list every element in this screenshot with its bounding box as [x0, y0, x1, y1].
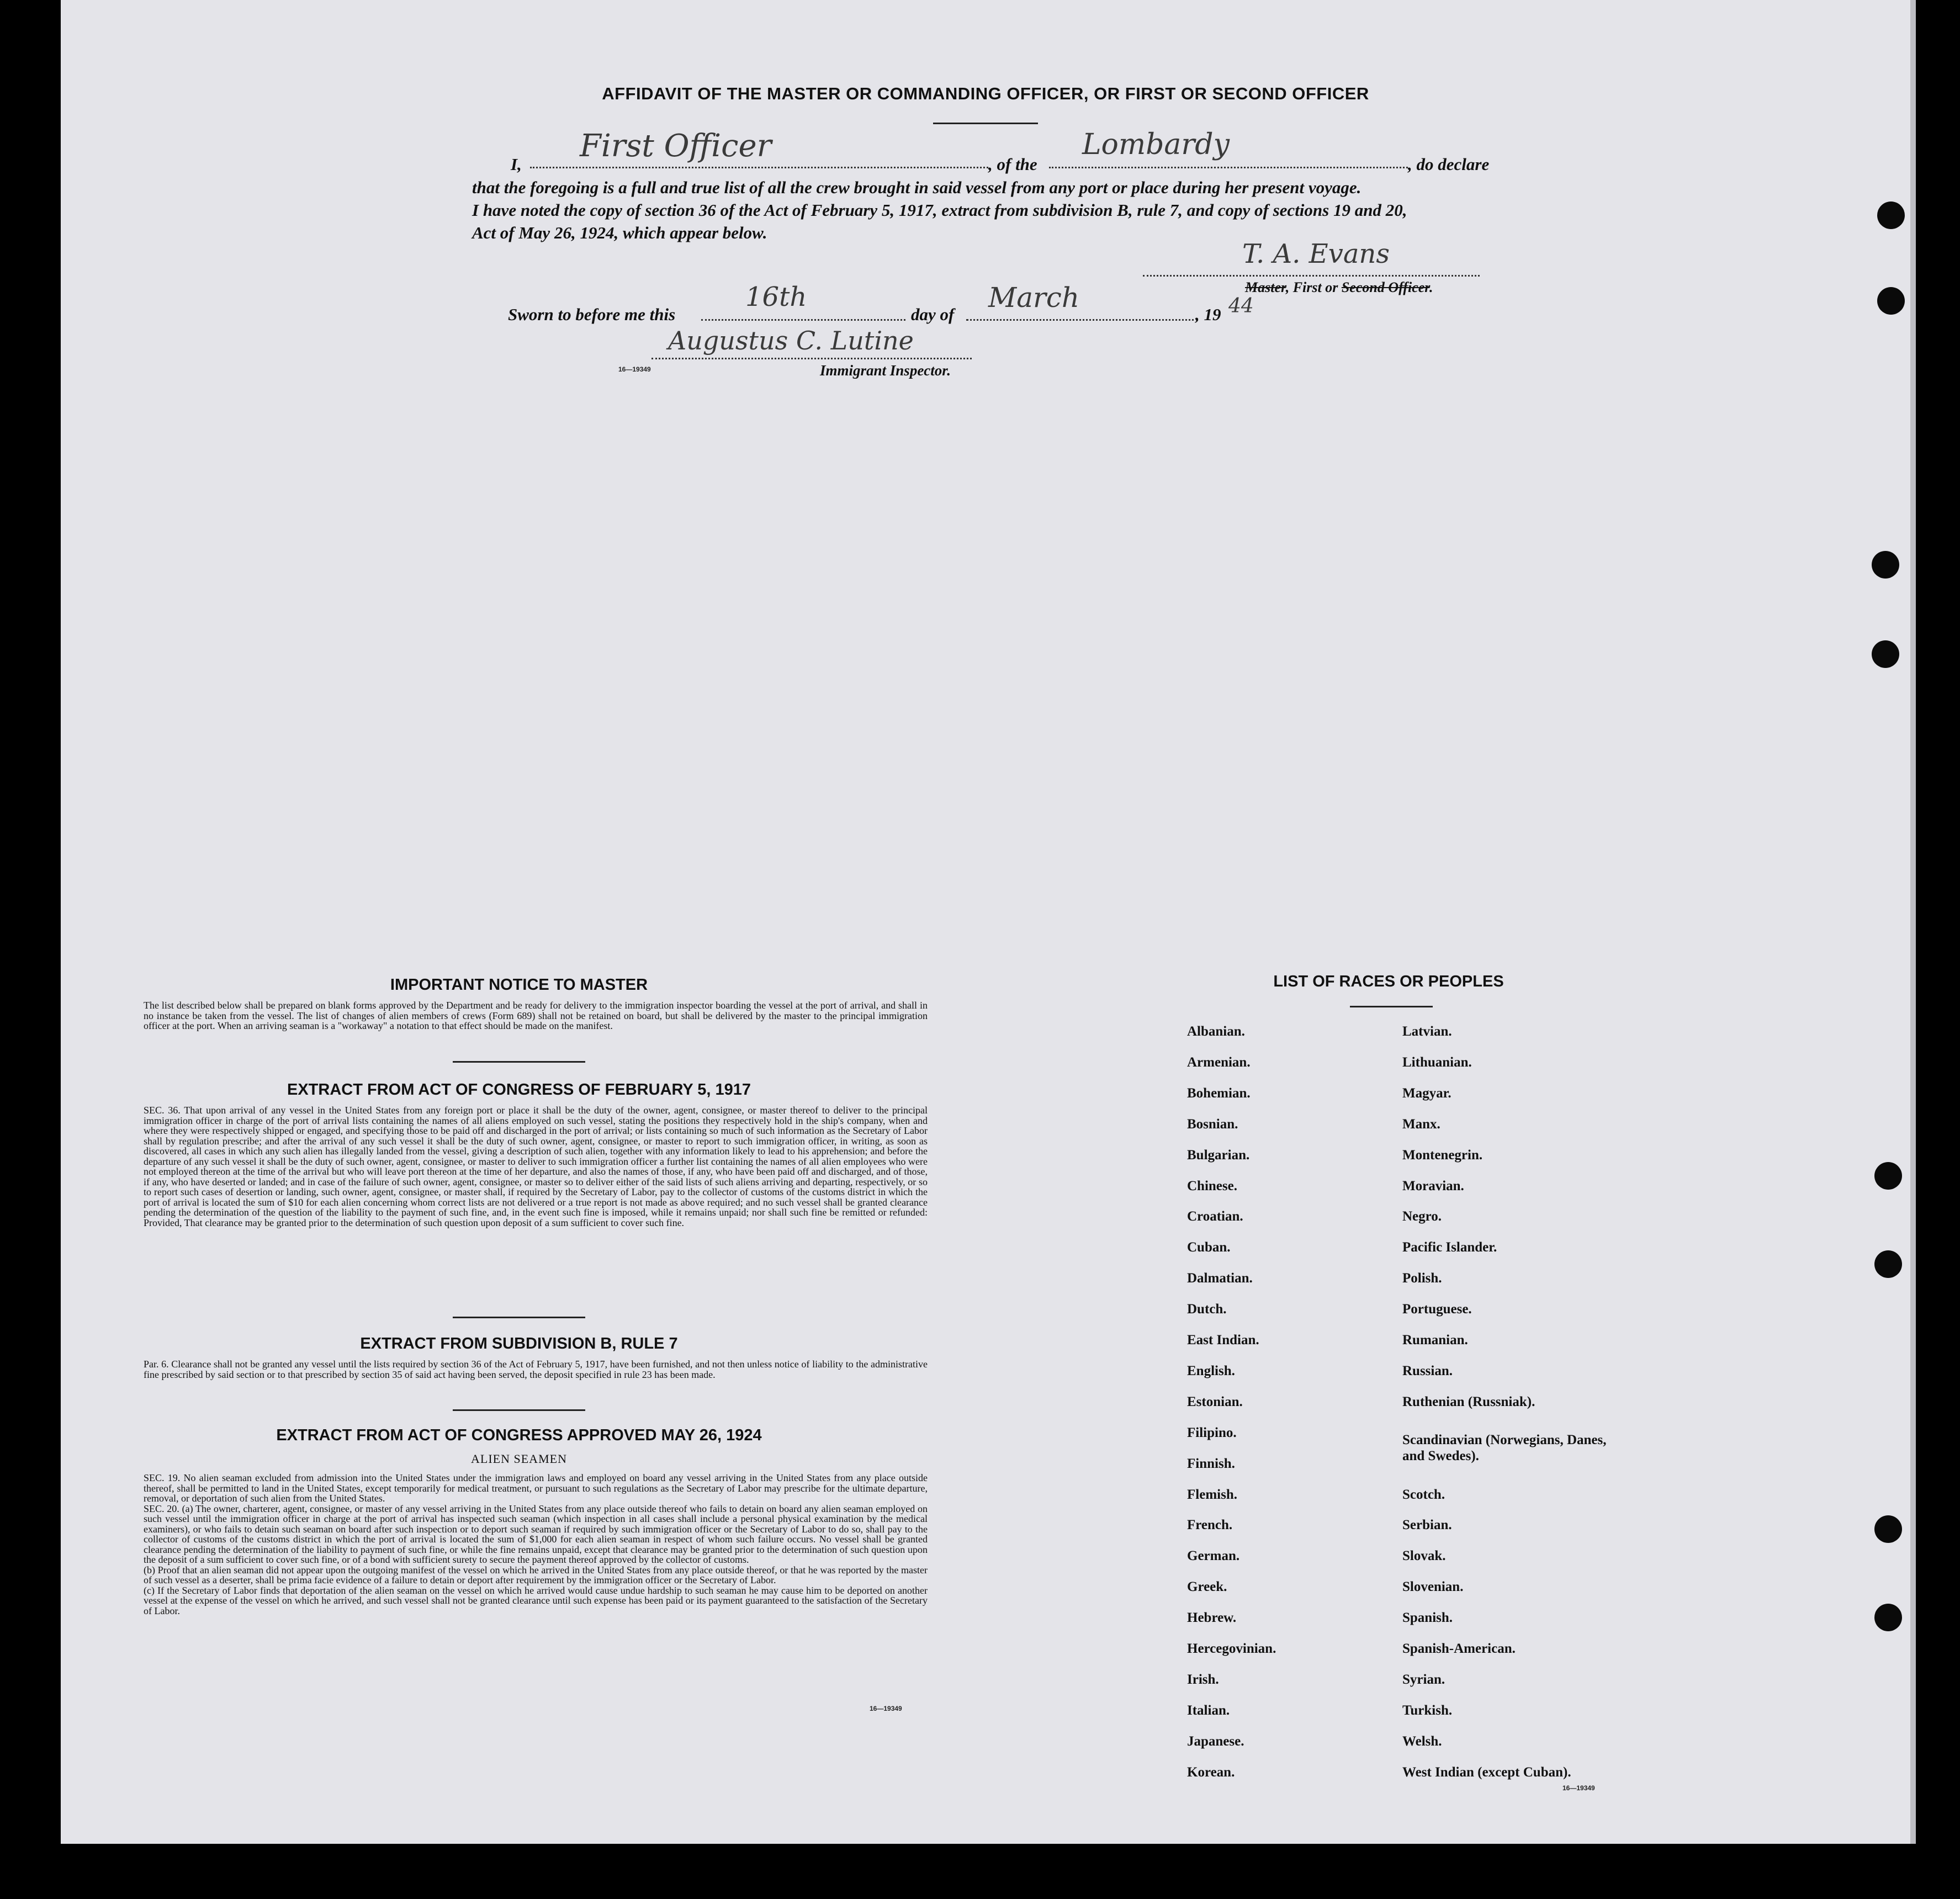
- races-form-number: 16—19349: [1562, 1784, 1595, 1792]
- page-edge: [1910, 0, 1916, 1844]
- extract-1917-title: EXTRACT FROM ACT OF CONGRESS OF FEBRUARY 5, 1917: [287, 1081, 751, 1099]
- period: .: [1429, 279, 1433, 295]
- races-title: LIST OF RACES OR PEOPLES: [1273, 973, 1504, 990]
- affidavit-line4: Act of May 26, 1924, which appear below.: [472, 223, 767, 242]
- race-item: Pacific Islander.: [1402, 1240, 1497, 1255]
- notice-paragraph: The list described below shall be prepared on blank forms approved by the Department and be ready for delivery to the immigration inspector boarding the vessel at the port of arrival, and shall in no instance be taken from the vessel. The list of changes of alien members of crews (Form 689) shall not be retained on board, but shall be delivered by the master to the principal immigration officer at the port. When an arriving seaman is a "workaway" a notation to that effect should be made on the manifest.: [144, 1000, 928, 1031]
- race-item: Spanish-American.: [1402, 1641, 1516, 1656]
- master-label: Master: [1245, 279, 1286, 295]
- vessel-handwritten: Lombardy: [1082, 128, 1230, 161]
- day-of-label: day of: [911, 305, 955, 324]
- officer-handwritten: First Officer: [580, 128, 772, 164]
- binder-hole: [1874, 1162, 1902, 1190]
- race-item: Bosnian.: [1187, 1117, 1238, 1132]
- race-item: Montenegrin.: [1402, 1148, 1483, 1163]
- race-item: Turkish.: [1402, 1703, 1453, 1718]
- race-item: Flemish.: [1187, 1487, 1237, 1502]
- race-item: Bohemian.: [1187, 1086, 1251, 1101]
- binder-hole: [1874, 1515, 1902, 1543]
- binder-hole: [1877, 287, 1905, 315]
- race-item: Syrian.: [1402, 1672, 1445, 1687]
- of-the-label: , of the: [988, 155, 1037, 174]
- race-item: English.: [1187, 1364, 1235, 1378]
- do-declare-label: , do declare: [1408, 155, 1490, 174]
- signature-line: [1143, 275, 1480, 277]
- race-item: Lithuanian.: [1402, 1055, 1472, 1070]
- section-rule: [453, 1061, 585, 1063]
- race-item: Bulgarian.: [1187, 1148, 1250, 1163]
- race-item: Japanese.: [1187, 1734, 1244, 1749]
- binder-hole: [1872, 551, 1899, 579]
- race-item: Greek.: [1187, 1579, 1227, 1594]
- affidavit-form-number: 16—19349: [618, 365, 651, 373]
- race-item: Polish.: [1402, 1271, 1442, 1286]
- race-item: Albanian.: [1187, 1024, 1245, 1039]
- year-prefix: , 19: [1195, 305, 1221, 324]
- inspector-label: Immigrant Inspector.: [820, 362, 951, 379]
- alien-seamen-subtitle: ALIEN SEAMEN: [471, 1452, 567, 1466]
- race-item: Manx.: [1402, 1117, 1440, 1132]
- officer-title-line: [1245, 279, 1433, 296]
- binder-hole: [1872, 640, 1899, 668]
- inspector-signature-handwritten: Augustus C. Lutine: [668, 326, 914, 356]
- race-item: Filipino.: [1187, 1425, 1237, 1440]
- extract-form-number: 16—19349: [870, 1705, 902, 1712]
- affidavit-line3: I have noted the copy of section 36 of the Act of February 5, 1917, extract from subdivision B, rule 7, and copy of sections 19 and 20,: [472, 200, 1407, 220]
- day-field-line: [701, 319, 905, 321]
- race-item: Slovak.: [1402, 1548, 1446, 1563]
- signature-handwritten: T. A. Evans: [1242, 238, 1390, 269]
- race-item: East Indian.: [1187, 1333, 1259, 1348]
- race-item: Spanish.: [1402, 1610, 1453, 1625]
- race-item: Cuban.: [1187, 1240, 1231, 1255]
- notice-title: IMPORTANT NOTICE TO MASTER: [390, 976, 648, 994]
- race-item: West Indian (except Cuban).: [1402, 1765, 1571, 1780]
- race-item: Hercegovinian.: [1187, 1641, 1276, 1656]
- sec20b-paragraph: (b) Proof that an alien seaman did not appear upon the outgoing manifest of the vessel on which he arrived in the United States from any place outside thereof, or that he was reported by the master of such vessel as a deserter, shall be prima facie evidence of a failure to detain or deport after requirement by the immigration officer or the Secretary of Labor.: [144, 1564, 928, 1585]
- first-or-label: , First or: [1285, 279, 1342, 295]
- par6-paragraph: Par. 6. Clearance shall not be granted any vessel until the lists required by section 36 of the Act of February 5, 1917, have been furnished, and not then unless notice of liability to the administrative fine prescribed by said section or to that prescribed by section 35 of said act having been served, the deposit specified in rule 23 has been made.: [144, 1359, 928, 1380]
- sworn-label: Sworn to before me this: [508, 305, 676, 324]
- race-item: Latvian.: [1402, 1024, 1452, 1039]
- sec36-paragraph: SEC. 36. That upon arrival of any vessel in the United States from any foreign port or place it shall be the duty of the owner, agent, consignee, or master thereof to deliver to the principal immigration officer in charge of the port of arrival lists containing the names of all aliens employed on such vessel, stating the positions they respectively hold in the ship's company, when and where they were respectively shipped or engaged, and specifying those to be paid off and discharged in the port of arrival; or lists containing so much of such information as the Secretary of Labor shall by regulation prescribe; and after the arrival of any such vessel it shall be the duty of such owner, agent, consignee, or master to report to such immigration officer, in writing, as soon as discovered, all cases in which any such alien has illegally landed from the vessel, giving a description of such alien, together with any information likely to lead to his apprehension; and before the departure of any such vessel it shall be the duty of such owner, agent, consignee, or master to deliver to such immigration officer a further list containing the names of all alien employees who were not employed thereon at the time of the arrival but who will leave port thereon at the time of her departure, and also the names of those, if any, who have been paid off and discharged, and of those, if any, who have deserted or landed; and in case of the failure of such owner, agent, consignee, or master so to deliver either of the said lists of such aliens arriving and departing, respectively, or so to report such cases of desertion or landing, such owner, agent, consignee, or master shall, if required by the Secretary of Labor, pay to the collector of customs of the customs district in which the port of arrival is located the sum of $10 for each alien concerning whom correct lists are not delivered or a true report is not made as above required; and no such vessel shall be granted clearance pending the determination of the question of the liability to the payment of such fine, and, in the event such fine is imposed, while it remains unpaid; nor shall such fine be remitted or refunded: Provided, That clearance may be granted prior to the determination of such question upon deposit of a sum sufficient to cover such fine.: [144, 1105, 928, 1228]
- vessel-field-line: [1049, 167, 1408, 168]
- race-item: Scandinavian (Norwegians, Danes, and Swedes).: [1402, 1433, 1607, 1463]
- race-item: Korean.: [1187, 1765, 1235, 1780]
- race-item: French.: [1187, 1518, 1233, 1532]
- race-item: Magyar.: [1402, 1086, 1452, 1101]
- race-item: German.: [1187, 1548, 1240, 1563]
- extract-1924-title: EXTRACT FROM ACT OF CONGRESS APPROVED MAY 26, 1924: [276, 1426, 762, 1444]
- race-item: Irish.: [1187, 1672, 1219, 1687]
- race-item: Slovenian.: [1402, 1579, 1464, 1594]
- race-item: Estonian.: [1187, 1394, 1243, 1409]
- i-label: I,: [511, 155, 522, 174]
- race-item: Chinese.: [1187, 1179, 1237, 1193]
- affidavit-title: AFFIDAVIT OF THE MASTER OR COMMANDING OFFICER, OR FIRST OR SECOND OFFICER: [602, 84, 1369, 103]
- race-item: Moravian.: [1402, 1179, 1464, 1193]
- race-item: Dalmatian.: [1187, 1271, 1253, 1286]
- officer-field-line: [530, 167, 988, 168]
- section-rule: [453, 1317, 585, 1318]
- year-handwritten: 44: [1228, 295, 1254, 317]
- affidavit-line2: that the foregoing is a full and true list of all the crew brought in said vessel from any port or place during her present voyage.: [472, 178, 1362, 197]
- rule7-text: [110, 1359, 928, 1380]
- race-item: Dutch.: [1187, 1302, 1227, 1317]
- sec19-paragraph: SEC. 19. No alien seaman excluded from admission into the United States under the immigration laws and employed on board any vessel arriving in the United States from any place outside thereof, shall be permitted to land in the United States, except temporarily for medical treatment, or pursuant to such regulations as the Secretary of Labor may prescribe for the ultimate departure, removal, or deportation of such alien from the United States.: [144, 1472, 928, 1504]
- second-officer-label: Second Officer: [1341, 279, 1429, 295]
- race-item: Rumanian.: [1402, 1333, 1468, 1348]
- extract-1917-text: [110, 1105, 928, 1228]
- rule7-title: EXTRACT FROM SUBDIVISION B, RULE 7: [360, 1335, 678, 1352]
- title-rule: [933, 123, 1038, 124]
- race-item: Italian.: [1187, 1703, 1230, 1718]
- month-field-line: [966, 319, 1198, 321]
- race-item: Portuguese.: [1402, 1302, 1472, 1317]
- race-item: Serbian.: [1402, 1518, 1452, 1532]
- race-item: Scotch.: [1402, 1487, 1445, 1502]
- race-item: Ruthenian (Russniak).: [1402, 1394, 1535, 1409]
- binder-hole: [1877, 201, 1905, 229]
- race-item: Finnish.: [1187, 1456, 1235, 1471]
- binder-hole: [1874, 1604, 1902, 1631]
- sec20c-paragraph: (c) If the Secretary of Labor finds that deportation of the alien seaman on the vessel on which he arrived would cause undue hardship to such seaman he may cause him to be deported on another vessel at the expense of the vessel on which he arrived, and such vessel shall not be granted clearance until such expense has been paid or its payment guaranteed to the satisfaction of the Secretary of Labor.: [144, 1584, 928, 1616]
- section-rule: [453, 1409, 585, 1411]
- month-handwritten: March: [988, 282, 1080, 314]
- race-item: Russian.: [1402, 1364, 1453, 1378]
- race-item: Armenian.: [1187, 1055, 1251, 1070]
- binder-hole: [1874, 1250, 1902, 1278]
- extract-1924-text: [110, 1473, 928, 1616]
- sec20a-paragraph: SEC. 20. (a) The owner, charterer, agent, consignee, or master of any vessel arriving in the United States from any place outside thereof who fails to detain on board any alien seaman employed on such vessel until the immigration officer in charge at the port of arrival has inspected such seaman (which inspection in all cases shall include a personal physical examination by the medical examiners), or who fails to detain such seaman on board after such inspection or to deport such seaman if required by such immigration officer or the Secretary of Labor to do so, shall pay to the collector of customs of the customs district in which the port of arrival is located the sum of $1,000 for each alien seaman in respect of whom such failure occurs. No vessel shall be granted clearance pending the determination of the liability to payment of such fine, or while the fine remains unpaid, except that clearance may be granted prior to the determination of such question upon the deposit of a sum sufficient to cover such fine, or of a bond with sufficient surety to secure the payment thereof approved by the collector of customs.: [144, 1503, 928, 1565]
- race-item: Croatian.: [1187, 1209, 1243, 1224]
- race-item: Welsh.: [1402, 1734, 1442, 1749]
- race-item: Negro.: [1402, 1209, 1442, 1224]
- race-item: Hebrew.: [1187, 1610, 1237, 1625]
- races-title-rule: [1350, 1006, 1433, 1007]
- inspector-line: [651, 358, 972, 359]
- notice-text: [110, 1000, 928, 1031]
- day-handwritten: 16th: [745, 282, 807, 312]
